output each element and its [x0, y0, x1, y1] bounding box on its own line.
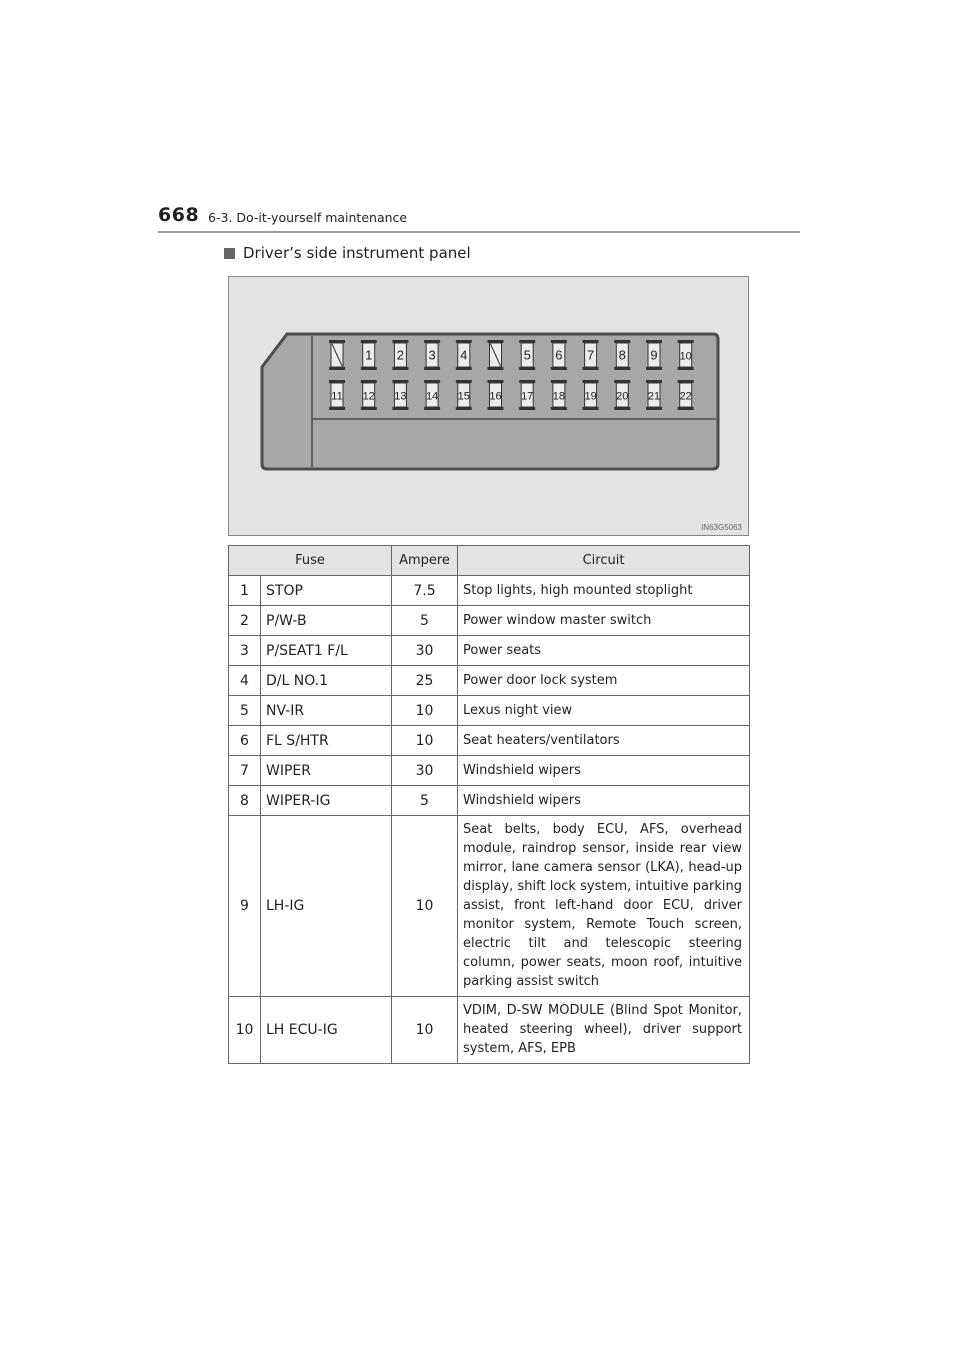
fuse-slot-label: 1	[365, 347, 373, 363]
fuse-slot-label: 13	[394, 390, 407, 403]
table-row	[229, 576, 750, 606]
fuse-slot-label: 8	[618, 347, 626, 363]
fuse-circuit: Power door lock system	[458, 666, 750, 696]
fuse-name: FL S/HTR	[261, 726, 392, 756]
fuse-slot	[551, 340, 567, 370]
fuse-name: LH-IG	[261, 816, 392, 997]
table-row	[229, 636, 750, 666]
fuse-slot-label: 19	[584, 390, 597, 403]
page-header	[158, 204, 800, 234]
fuse-ampere: 5	[392, 606, 458, 636]
fuse-slot-label: 5	[523, 347, 531, 363]
section-title: 6-3. Do-it-yourself maintenance	[208, 210, 408, 225]
fuse-slot	[392, 380, 408, 410]
fuse-slot-label: 20	[616, 390, 629, 403]
fuse-slot-label: 9	[650, 347, 658, 363]
fuse-slot	[614, 380, 630, 410]
subheading-text: Driver’s side instrument panel	[243, 244, 471, 262]
fuse-circuit: Seat belts, body ECU, AFS, overhead module, raindrop sensor, inside rear view mirror, lane camera sensor (LKA), head-up display, shift lock system, intuitive parking assist, front left-hand door ECU, driver monitor system, Remote Touch screen, electric tilt and telescopic steering column, power seats, moon roof, intuitive parking assist switch	[458, 816, 750, 997]
fuse-slot	[392, 340, 408, 370]
fuse-number: 8	[229, 786, 261, 816]
fuse-slot	[424, 340, 440, 370]
fuse-circuit: Power seats	[458, 636, 750, 666]
fuse-name: P/W-B	[261, 606, 392, 636]
fuse-slot-label: 18	[552, 390, 566, 403]
fuse-slot-label: 2	[396, 347, 405, 363]
fuse-circuit: Lexus night view	[458, 696, 750, 726]
fuse-name: WIPER	[261, 756, 392, 786]
fuse-ampere: 5	[392, 786, 458, 816]
square-bullet-icon	[224, 248, 235, 259]
fuse-slot	[678, 340, 694, 370]
fuse-slot	[456, 380, 472, 410]
table-row	[229, 756, 750, 786]
fuse-ampere: 7.5	[392, 576, 458, 606]
fuse-box-figure	[228, 276, 749, 536]
fuse-slot	[361, 380, 377, 410]
fuse-slot-label: 12	[362, 390, 375, 403]
table-row	[229, 696, 750, 726]
fuse-number: 4	[229, 666, 261, 696]
page-number: 668	[158, 204, 200, 226]
fuse-number: 1	[229, 576, 261, 606]
fuse-slot	[519, 380, 535, 410]
fuse-circuit: VDIM, D-SW MODULE (Blind Spot Monitor, heated steering wheel), driver support system, AFS, EPB	[458, 997, 750, 1064]
fuse-slot	[488, 380, 504, 410]
fuse-slot-label: 14	[425, 390, 439, 403]
fuse-name: LH ECU-IG	[261, 997, 392, 1064]
fuse-slot-label: 4	[460, 347, 468, 363]
header-fuse: Fuse	[229, 546, 392, 576]
fuse-slot-label: 21	[647, 390, 661, 403]
fuse-slot-label: 15	[457, 390, 470, 403]
fuse-table-header	[229, 546, 750, 576]
fuse-number: 5	[229, 696, 261, 726]
fuse-number: 7	[229, 756, 261, 786]
fuse-table	[228, 545, 750, 1064]
fuse-slot	[361, 340, 377, 370]
fuse-slot	[551, 380, 567, 410]
fuse-slot-label: 11	[331, 390, 343, 403]
fuse-slot	[488, 340, 504, 370]
fuse-slot-label: 17	[521, 390, 534, 403]
fuse-slot	[583, 340, 599, 370]
table-row	[229, 666, 750, 696]
fuse-slot-label: 16	[489, 390, 502, 403]
fuse-circuit: Seat heaters/ventilators	[458, 726, 750, 756]
fuse-slot	[646, 340, 662, 370]
fuse-ampere: 25	[392, 666, 458, 696]
fuse-number: 10	[229, 997, 261, 1064]
fuse-slot	[329, 340, 345, 370]
fuse-name: P/SEAT1 F/L	[261, 636, 392, 666]
fuse-ampere: 10	[392, 997, 458, 1064]
fuse-name: D/L NO.1	[261, 666, 392, 696]
table-row	[229, 997, 750, 1064]
fuse-circuit: Stop lights, high mounted stoplight	[458, 576, 750, 606]
fuse-circuit: Power window master switch	[458, 606, 750, 636]
fuse-name: STOP	[261, 576, 392, 606]
fuse-slot	[678, 380, 694, 410]
table-row	[229, 816, 750, 997]
fuse-slot-label: 7	[586, 347, 595, 363]
header-rule	[158, 231, 800, 233]
fuse-number: 3	[229, 636, 261, 666]
figure-code: IN63G5063	[701, 523, 742, 532]
fuse-ampere: 10	[392, 696, 458, 726]
fuse-slot	[519, 340, 535, 370]
fuse-number: 2	[229, 606, 261, 636]
header-circuit: Circuit	[458, 546, 750, 576]
fuse-slot-label: 22	[679, 390, 692, 403]
fuse-circuit: Windshield wipers	[458, 786, 750, 816]
fuse-slot	[583, 380, 599, 410]
fuse-ampere: 10	[392, 726, 458, 756]
fuse-slot	[646, 380, 662, 410]
header-ampere: Ampere	[392, 546, 458, 576]
fuse-slot-label: 3	[428, 347, 436, 363]
fuse-number: 6	[229, 726, 261, 756]
fuse-ampere: 10	[392, 816, 458, 997]
fuse-box-diagram	[229, 277, 750, 537]
subheading	[224, 244, 471, 262]
table-row	[229, 726, 750, 756]
fuse-name: NV-IR	[261, 696, 392, 726]
fuse-slot-label: 6	[555, 347, 563, 363]
fuse-name: WIPER-IG	[261, 786, 392, 816]
fuse-ampere: 30	[392, 636, 458, 666]
fuse-slot	[329, 380, 345, 410]
fuse-ampere: 30	[392, 756, 458, 786]
fuse-number: 9	[229, 816, 261, 997]
fuse-slot	[424, 380, 440, 410]
fuse-slot-label: 10	[679, 350, 692, 363]
fuse-slot	[614, 340, 630, 370]
fuse-circuit: Windshield wipers	[458, 756, 750, 786]
table-row	[229, 606, 750, 636]
fuse-slot	[456, 340, 472, 370]
table-row	[229, 786, 750, 816]
